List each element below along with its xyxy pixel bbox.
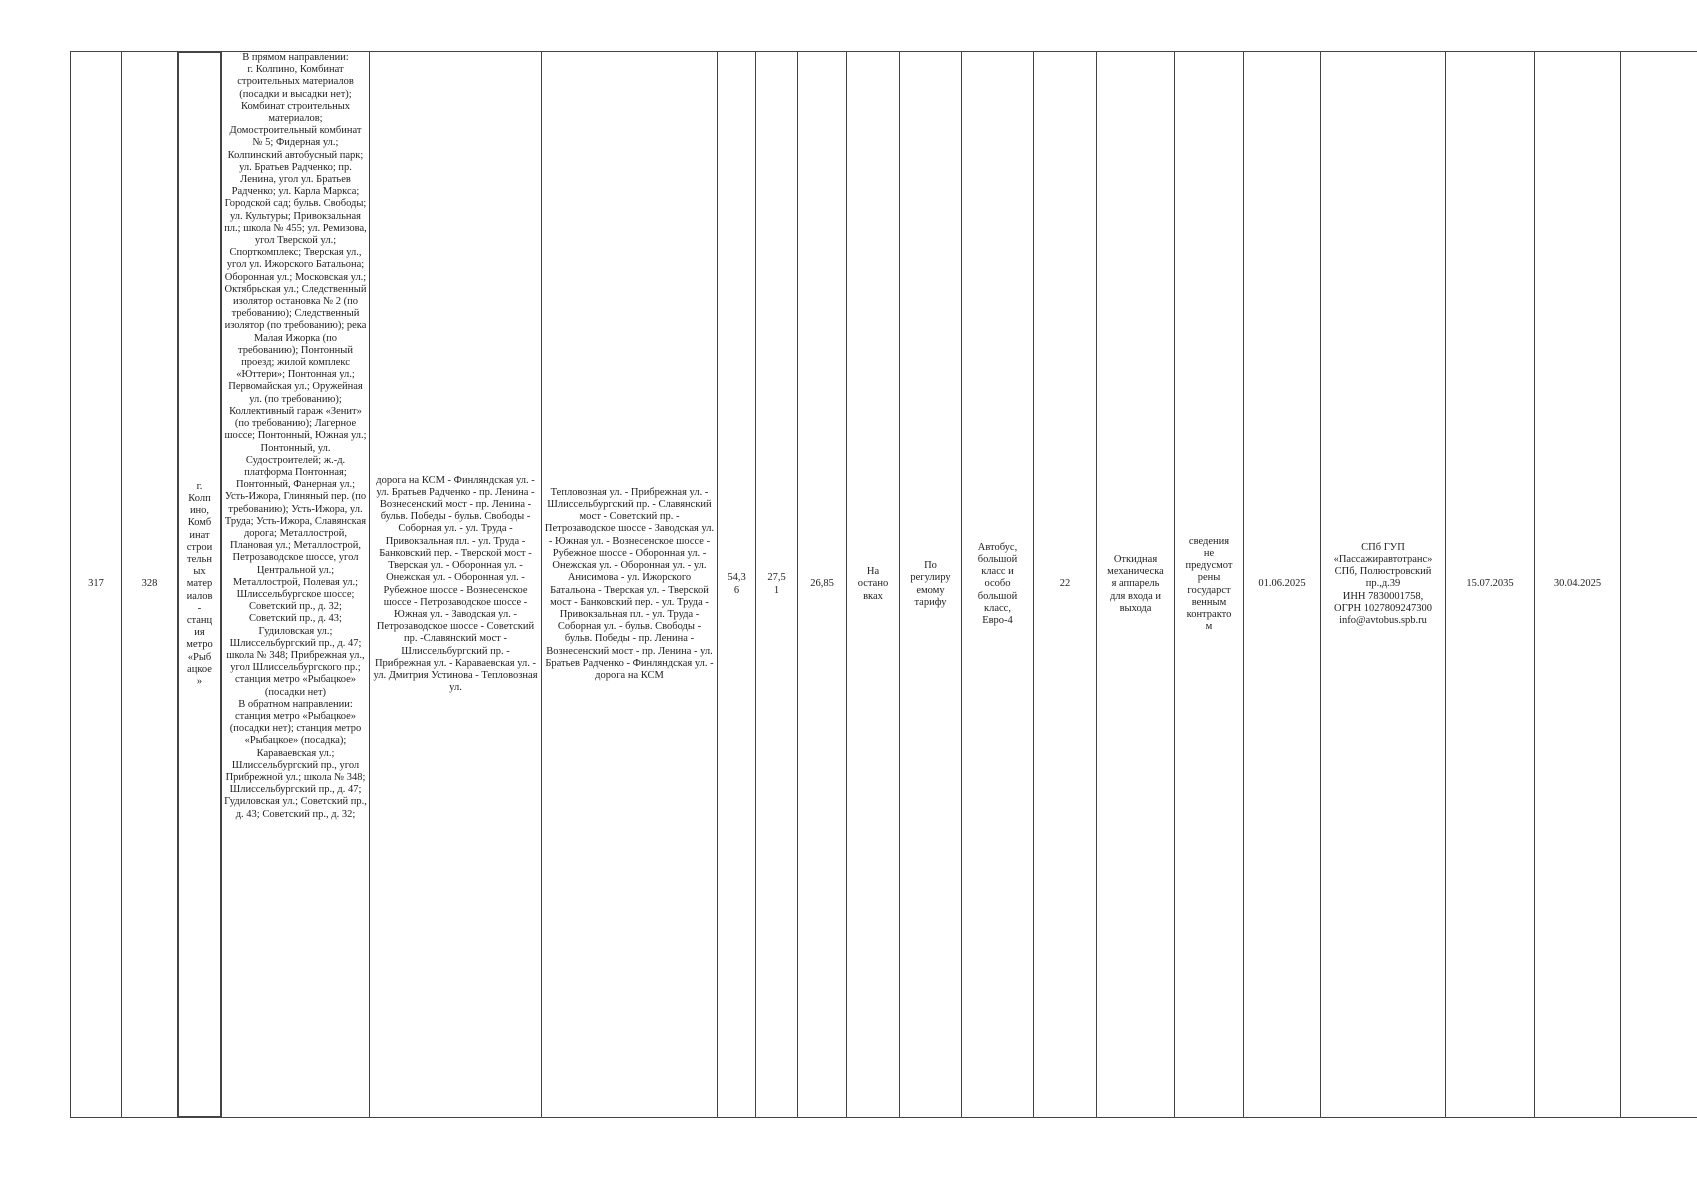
extra-cell bbox=[1621, 52, 1697, 1118]
end-date-cell: 15.07.2035 bbox=[1446, 52, 1535, 1118]
vehicle-type-cell: Автобус, большой класс и особо большой класс, Евро-4 bbox=[962, 52, 1034, 1118]
tariff-cell: По регулиру емому тарифу bbox=[900, 52, 962, 1118]
streets-forward-cell: дорога на КСМ - Финляндская ул. - ул. Братьев Радченко - пр. Ленина - Вознесенский мост - пр. Ленина - бульв. Победы - бульв. Свободы - Соборная ул. - ул. Труда - Привокзальная пл. - ул. Труда - Банковский пер. - Тверской мост - Тверская ул. - Оборонная ул. - Онежская ул. - Оборонная ул. - Рубежное шоссе - Вознесенское шоссе - Петрозаводское шоссе - Южная ул. - Заводская ул. - Петрозаводское шоссе - Советский пр. -Славянский мост - Шлиссельбургский пр. - Прибрежная ул. - Караваевская ул. - ул. Дмитрия Устинова - Тепловозная ул. bbox=[370, 52, 542, 1118]
start-date-cell: 01.06.2025 bbox=[1244, 52, 1321, 1118]
boarding-order-cell: На остано вках bbox=[847, 52, 900, 1118]
registry-number-cell: 317 bbox=[71, 52, 122, 1118]
stops-list-cell: В прямом направлении: г. Колпино, Комбинат строительных материалов (посадки и высадки нет); Комбинат строительных материалов; Домостроительный комбинат № 5; Фидерная ул.; Колпинский автобусный парк; ул. Братьев Радченко; пр. Ленина, угол ул. Братьев Радченко; ул. Карла Маркса; Городской сад; бульв. Свободы; ул. Культуры; Привокзальная пл.; школа № 455; ул. Ремизова, угол Тверской ул.; Спорткомплекс; Тверская ул., угол ул. Ижорского Батальона; Оборонная ул.; Московская ул.; Октябрьская ул.; Следственный изолятор остановка № 2 (по требованию); Следственный изолятор (по требованию); река Малая Ижорка (по требованию); Понтонный проезд; жилой комплекс «Юттери»; Понтонная ул.; Первомайская ул.; Оружейная ул. (по требованию); Коллективный гараж «Зенит» (по требованию); Лагерное шоссе; Понтонный, Южная ул.; Понтонный, ул. Судостроителей; ж.-д. платформа Понтонная; Понтонный, Фанерная ул.; Усть-Ижора, Глиняный пер. (по требованию); Усть-Ижора, ул. Труда; Усть-Ижора, Славянская дорога; Металлострой, Плановая ул.; Металлострой, Петрозаводское шоссе, угол Центральной ул.; Металлострой, Полевая ул.; Шлиссельбургское шоссе; Советский пр., д. 32; Советский пр., д. 43; Гудиловская ул.; Шлиссельбургский пр., д. 47; школа № 348; Прибрежная ул., угол Шлиссельбургского пр.; станция метро «Рыбацкое» (посадки нет) В обратном направлении: станция метро «Рыбацкое» (посадки нет); станция метро «Рыбацкое» (посадка); Караваевская ул.; Шлиссельбургский пр., угол Прибрежной ул.; школа № 348; Шлиссельбургский пр., д. 47; Гудиловская ул.; Советский пр., д. 43; Советский пр., д. 32; bbox=[222, 52, 370, 1118]
route-number-cell: 328 bbox=[122, 52, 178, 1118]
vehicle-count-cell: 22 bbox=[1034, 52, 1097, 1118]
table-row bbox=[71, 52, 1697, 1118]
streets-backward-cell: Тепловозная ул. - Прибрежная ул. - Шлиссельбургский пр. - Славянский мост - Советский пр. - Петрозаводское шоссе - Заводская ул. - Южная ул. - Вознесенское шоссе - Рубежное шоссе - Оборонная ул. - Онежская ул. - Оборонная ул. - ул. Анисимова - ул. Ижорского Батальона - Тверская ул. - Тверской мост - Банковский пер. - ул. Труда - Привокзальная пл. - ул. Труда - Соборная ул. - бульв. Свободы - бульв. Победы - пр. Ленина - Вознесенский мост - пр. Ленина - ул. Братьев Радченко - Финляндская ул. - дорога на КСМ bbox=[542, 52, 718, 1118]
length-backward-cell: 27,5 1 bbox=[756, 52, 798, 1118]
length-total-cell: 26,85 bbox=[798, 52, 847, 1118]
contract-info-cell: сведения не предусмот рены государст венным контракто м bbox=[1175, 52, 1244, 1118]
route-name-cell bbox=[178, 52, 222, 1118]
route-name-text: г. Колп ино, Комб инат строи тельн ых матер иалов - станц ия метро «Рыб ацкое » bbox=[178, 52, 221, 1117]
carrier-cell: СПб ГУП «Пассажиравтотранс» СПб, Полюстровский пр.,д.39 ИНН 7830001758, ОГРН 1027809247300 info@avtobus.spb.ru bbox=[1321, 52, 1446, 1118]
equipment-cell: Откидная механическа я аппарель для входа и выхода bbox=[1097, 52, 1175, 1118]
route-registry-table bbox=[70, 51, 1697, 1118]
length-forward-cell: 54,3 6 bbox=[718, 52, 756, 1118]
change-date-cell: 30.04.2025 bbox=[1535, 52, 1621, 1118]
